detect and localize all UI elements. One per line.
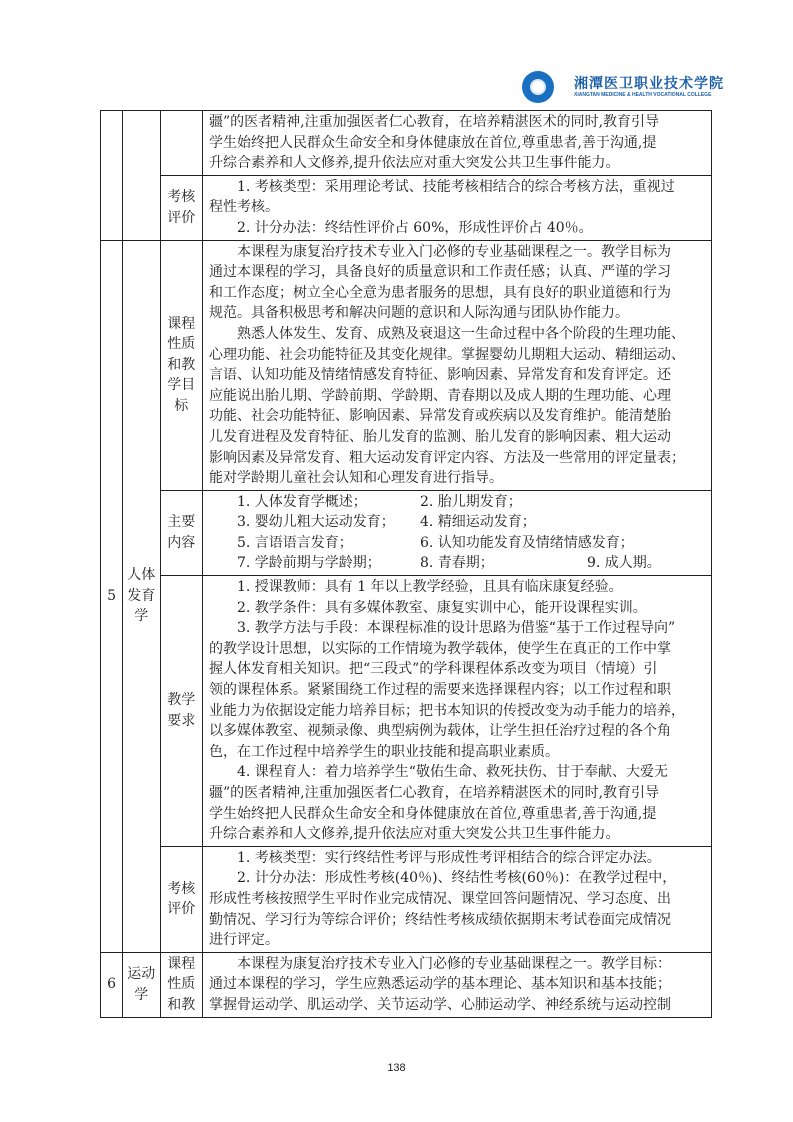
paragraph-line: 的教学设计思想，以实际的工作情境为教学载体，使学生在真正的工作中掌: [209, 640, 671, 657]
paragraph-line: 以多媒体教室、视频录像、典型病例为载体，让学生担任治疗过程的各个角: [209, 723, 671, 740]
section-label-line: 课程: [167, 315, 196, 332]
content-list-item: 6. 认知功能发育及情绪情感发育；: [420, 534, 634, 551]
paragraph-line: 能对学龄期儿童社会认知和心理发育进行指导。: [209, 470, 503, 487]
section-label-line: 要求: [167, 712, 196, 729]
paragraph-line: 2. 计分办法：终结性评价占 60%，形成性评价占 40％。: [237, 219, 593, 236]
content-list-item: 2. 胎儿期发育；: [420, 493, 522, 510]
logo-chinese-name: 湘潭医卫职业技术学院: [574, 75, 724, 92]
table-row: [101, 111, 712, 176]
section-label-line: 教学: [167, 692, 196, 709]
course-number: 6: [101, 952, 123, 1017]
paragraph-line: 应能说出胎儿期、学龄前期、学龄期、青春期以及成人期的生理功能、心理: [209, 387, 671, 404]
paragraph-line: 进行评定。: [209, 932, 279, 949]
table-row: [101, 576, 712, 847]
paragraph-line: 规范。具备积极思考和解决问题的意识和人际沟通与团队协作能力。: [209, 305, 629, 322]
section-label-line: 和教: [167, 996, 196, 1013]
content-list-item: [587, 533, 707, 554]
section-label-line: 课程: [167, 955, 196, 972]
section-label-line: 标: [174, 398, 189, 415]
paragraph-line: 3. 教学方法与手段：本课程标准的设计思路为借鉴“基于工作过程导向”: [237, 620, 676, 637]
paragraph-line: 领的课程体系。紧紧围绕工作过程的需要来选择课程内容；以工作过程和职: [209, 682, 671, 699]
paragraph-line: 掌握骨运动学、肌运动学、关节运动学、心肺运动学、神经系统与运动控制: [209, 996, 671, 1013]
course-name: [123, 952, 160, 1017]
paragraph-line: 本课程为康复治疗技术专业入门必修的专业基础课程之一。教学目标为: [237, 243, 671, 260]
logo-english-name: XIANGTAN MEDICINE & HEALTH VOCATIONAL COLLEGE: [574, 91, 712, 98]
section-label-line: 性质: [167, 976, 196, 993]
college-logo: [522, 71, 724, 103]
paragraph-line: 2. 教学条件：具有多媒体教室、康复实训中心，能开设课程实训。: [237, 599, 647, 616]
content-list-item: 4. 精细运动发育；: [420, 514, 536, 531]
content-list-row: [209, 553, 707, 574]
paragraph-line: 通过本课程的学习，具备良好的质量意识和工作责任感；认真、严谨的学习: [209, 264, 671, 281]
section-label-line: 性质: [167, 336, 196, 353]
course-number: [101, 111, 123, 241]
section-label: [160, 175, 203, 240]
paragraph-line: 言语、认知功能及情绪情感发育特征、影响因素、异常发育和发育评定。还: [209, 367, 671, 384]
paragraph-line: 影响因素及异常发育、粗大运动发育评定内容、方法及一些常用的评定量表；: [209, 449, 685, 466]
paragraph-line: 学生始终把人民群众生命安全和身体健康放在首位,尊重患者,善于沟通,提: [209, 805, 657, 822]
paragraph-line: 程性考核。: [209, 199, 279, 216]
page-number: 138: [387, 1062, 406, 1074]
section-label-line: 和教: [167, 356, 196, 373]
section-content: [203, 952, 712, 1017]
content-list-item: 5. 言语语言发育；: [237, 534, 353, 551]
content-list-item: 8. 青春期；: [420, 555, 494, 572]
content-list-item: [587, 492, 707, 513]
table-row: [101, 490, 712, 575]
paragraph-line: 形成性考核按照学生平时作业完成情况、课堂回答问题情况、学习态度、出: [209, 890, 671, 907]
table-row: [101, 240, 712, 490]
course-name: [123, 111, 160, 241]
table-row: [101, 175, 712, 240]
content-list-item: 3. 婴幼儿粗大运动发育；: [237, 514, 395, 531]
section-label-line: 主要: [167, 514, 196, 531]
course-name: [123, 240, 160, 952]
course-name-line: 学: [134, 986, 149, 1003]
table-row: [101, 846, 712, 952]
paragraph-line: 升综合素养和人文修养,提升依法应对重大突发公共卫生事件能力。: [209, 826, 620, 843]
paragraph-line: 色，在工作过程中培养学生的职业技能和提高职业素质。: [209, 743, 559, 760]
paragraph-line: 通过本课程的学习，学生应熟悉运动学的基本理论、基本知识和基本技能；: [209, 976, 671, 993]
course-name-line: 学: [134, 608, 149, 625]
section-label-line: 评价: [167, 209, 196, 226]
course-name-line: 运动: [127, 966, 156, 983]
section-label-line: 评价: [167, 901, 196, 918]
paragraph-line: 功能、社会功能特征、影响因素、异常发育或疾病以及发育维护。能清楚胎: [209, 408, 671, 425]
course-name-line: 人体: [127, 567, 156, 584]
section-label-line: 考核: [167, 880, 196, 897]
section-label: [160, 952, 203, 1017]
paragraph-line: 业能力为依据设定能力培养目标；把书本知识的传授改变为动手能力的培养，: [209, 702, 685, 719]
section-label-line: 学目: [167, 377, 196, 394]
course-table: [100, 110, 712, 1018]
content-list-item: 1. 人体发育学概述；: [237, 493, 367, 510]
section-label-line: 考核: [167, 189, 196, 206]
section-content: [203, 846, 712, 952]
section-content: [203, 111, 712, 176]
college-emblem-icon: [522, 71, 554, 103]
paragraph-line: 2. 计分办法：形成性考核(40％)、终结性考核(60％)：在教学过程中，: [237, 870, 677, 887]
paragraph-line: 和工作态度；树立全心全意为患者服务的思想，具有良好的职业道德和行为: [209, 284, 671, 301]
paragraph-line: 疆”的医者精神,注重加强医者仁心教育，在培养精湛医术的同时,教育引导: [209, 785, 660, 801]
paragraph-line: 疆”的医者精神,注重加强医者仁心教育，在培养精湛医术的同时,教育引导: [209, 114, 660, 130]
content-list-item: [587, 512, 707, 533]
paragraph-line: 握人体发育相关知识。把“三段式”的学科课程体系改变为项目（情境）引: [209, 661, 658, 678]
paragraph-line: 学生始终把人民群众生命安全和身体健康放在首位,尊重患者,善于沟通,提: [209, 134, 657, 151]
section-content: [203, 175, 712, 240]
section-content: [203, 576, 712, 847]
section-content: [203, 490, 712, 575]
paragraph-line: 1. 考核类型：采用理论考试、技能考核相结合的综合考核方法，重视过: [237, 178, 675, 195]
content-list-row: [209, 533, 707, 554]
section-label: [160, 240, 203, 490]
content-list-item: 9. 成人期。: [587, 555, 661, 572]
paragraph-line: 儿发育进程及发育特征、胎儿发育的监测、胎儿发育的影响因素、粗大运动: [209, 428, 671, 445]
paragraph-line: 升综合素养和人文修养,提升依法应对重大突发公共卫生事件能力。: [209, 155, 620, 172]
section-label: [160, 111, 203, 176]
paragraph-line: 1. 考核类型：实行终结性考评与形成性考评相结合的综合评定办法。: [237, 849, 661, 866]
paragraph-line: 心理功能、社会功能特征及其变化规律。掌握婴幼儿期粗大运动、精细运动、: [209, 346, 685, 363]
paragraph-line: 4. 课程育人：着力培养学生“敬佑生命、救死扶伤、甘于奉献、大爱无: [237, 764, 668, 781]
section-label: [160, 490, 203, 575]
course-number: 5: [101, 240, 123, 952]
section-label: [160, 576, 203, 847]
section-label-line: 内容: [167, 534, 196, 551]
section-label: [160, 846, 203, 952]
content-list-row: [209, 492, 707, 513]
content-list-row: [209, 512, 707, 533]
paragraph-line: 本课程为康复治疗技术专业入门必修的专业基础课程之一。教学目标：: [237, 955, 671, 972]
paragraph-line: 1. 授课教师：具有 1 年以上教学经验，且具有临床康复经验。: [237, 579, 623, 596]
table-row: [101, 952, 712, 1017]
paragraph-line: 勤情况、学习行为等综合评价；终结性考核成绩依据期末考试卷面完成情况: [209, 911, 671, 928]
section-content: [203, 240, 712, 490]
paragraph-line: 熟悉人体发生、发育、成熟及衰退这一生命过程中各个阶段的生理功能、: [237, 325, 685, 342]
course-name-line: 发育: [127, 587, 156, 604]
content-list-item: 7. 学龄前期与学龄期；: [237, 555, 381, 572]
